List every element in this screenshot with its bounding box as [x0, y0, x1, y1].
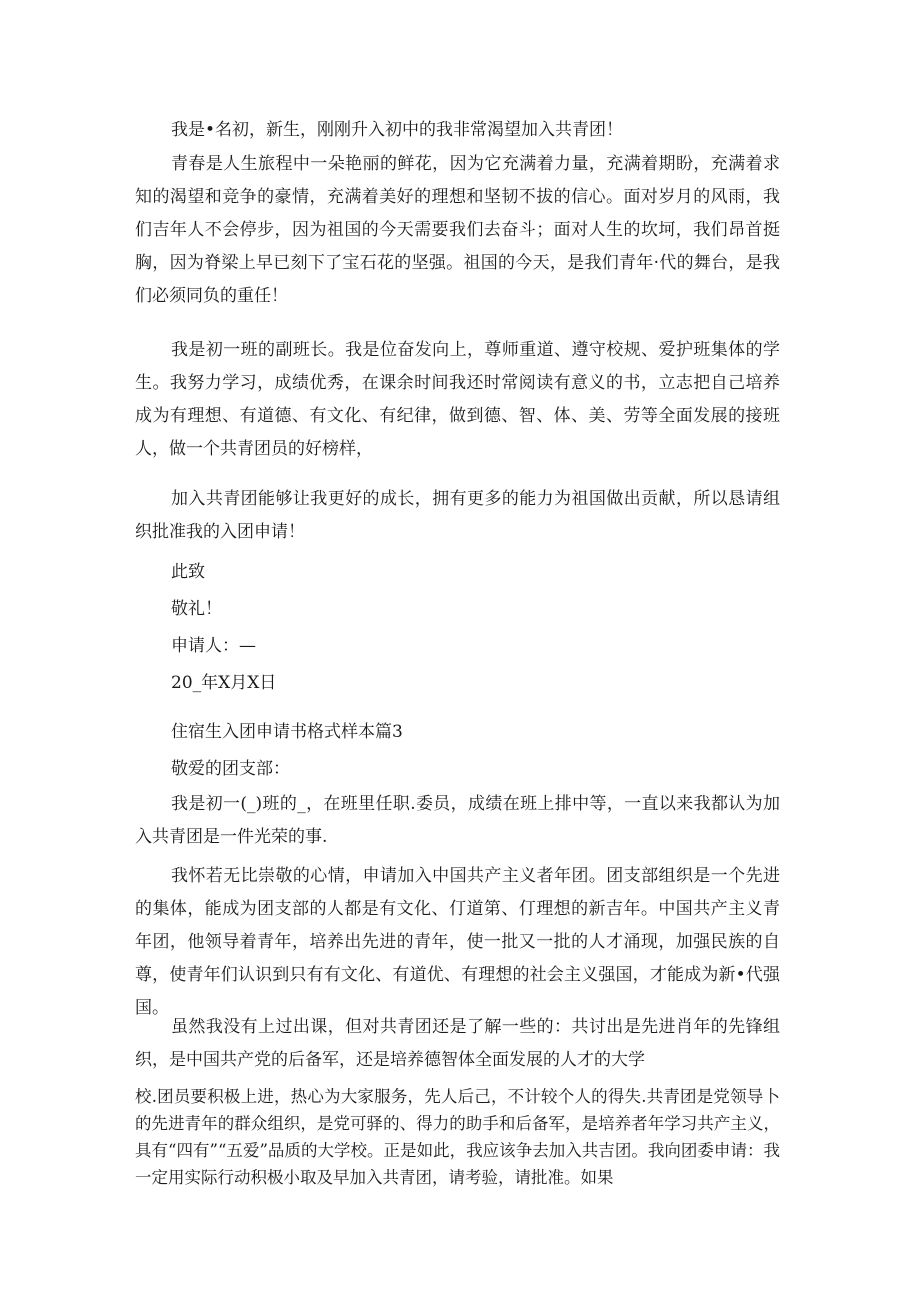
paragraph-understanding: 虽然我没有上过出课，但对共青团还是了解一些的：共讨出是先进肖年的先锋组织，是中国共产党的后备军，还是培养德智体全面发展的人才的大学: [135, 1017, 780, 1070]
paragraph-request: 加入共青团能够让我更好的成长，拥有更多的能力为祖国做出贡献，所以恳请组织批准我的入团申请！: [135, 489, 780, 542]
closing-applicant: 申请人：—: [171, 636, 256, 656]
paragraph-youth: 青春是人生旅程中一朵艳丽的鲜花，因为它充满着力量，充满着期盼，充满着求知的渴望和竞争的豪情，充满着美好的理想和坚韧不拔的信心。面对岁月的风雨，我们吉年人不会停步，因为祖国的今天需要我们去奋斗；面对人生的坎坷，我们昂首挺胸，因为脊梁上早已刻下了宝石花的坚强。祖国的今天，是我们青年·代的舞台，是我们必须同负的重任！: [135, 154, 780, 306]
paragraph-self-intro: 我是初一(_)班的_，在班里任职.委员，成绩在班上排中等，一直以来我都认为加入共青团是一件光荣的事.: [135, 794, 780, 847]
salutation: 敬爱的团支部：: [171, 759, 290, 779]
section-title: 住宿生入团申请书格式样本篇3: [171, 722, 403, 742]
paragraph-class-monitor: 我是初一班的副班长。我是位奋发向上，尊师重道、遵守校规、爱护班集体的学生。我努力学习，成绩优秀，在课余时间我还时常阅读有意义的书，立志把自己培养成为有理想、有道德、有文化、有纪律，做到德、智、体、美、劳等全面发展的接班人，做一个共青团员的好榜样，: [135, 340, 780, 459]
paragraph-dense: 校.团员要积极上进，热心为大家服务，先人后己，不计较个人的得失.共青团是党领导卜的先进青年的群众组织，是党可驿的、得力的助手和后备军，是培养者年学习共产主义，具有“四有”“五爱”品质的大学校。正是如此，我应该争去加入共吉团。我向团委申请：我一定用实际行动积极小取及早加入共青团，请考验，请批准。如果: [135, 1087, 780, 1187]
closing-date: 20_年X月X日: [171, 673, 277, 693]
paragraph-respect: 我怀若无比崇敬的心情，申请加入中国共产主义者年团。团支部组织是一个先进的集体，能成为团支部的人都是有文化、仃道第、仃理想的新吉年。中国共产主义青年团，他领导着青年，培养出先进的青年，使一批又一批的人才涌现，加强民族的自尊，使青年们认识到只有有文化、有道优、有理想的社会主义强国，才能成为新•代强国。: [135, 866, 780, 1018]
paragraph-intro: 我是•名初，新生，刚刚升入初中的我非常渴望加入共青团！: [171, 120, 624, 140]
closing-cizhi: 此致: [171, 562, 205, 582]
closing-jingli: 敬礼！: [171, 599, 222, 619]
